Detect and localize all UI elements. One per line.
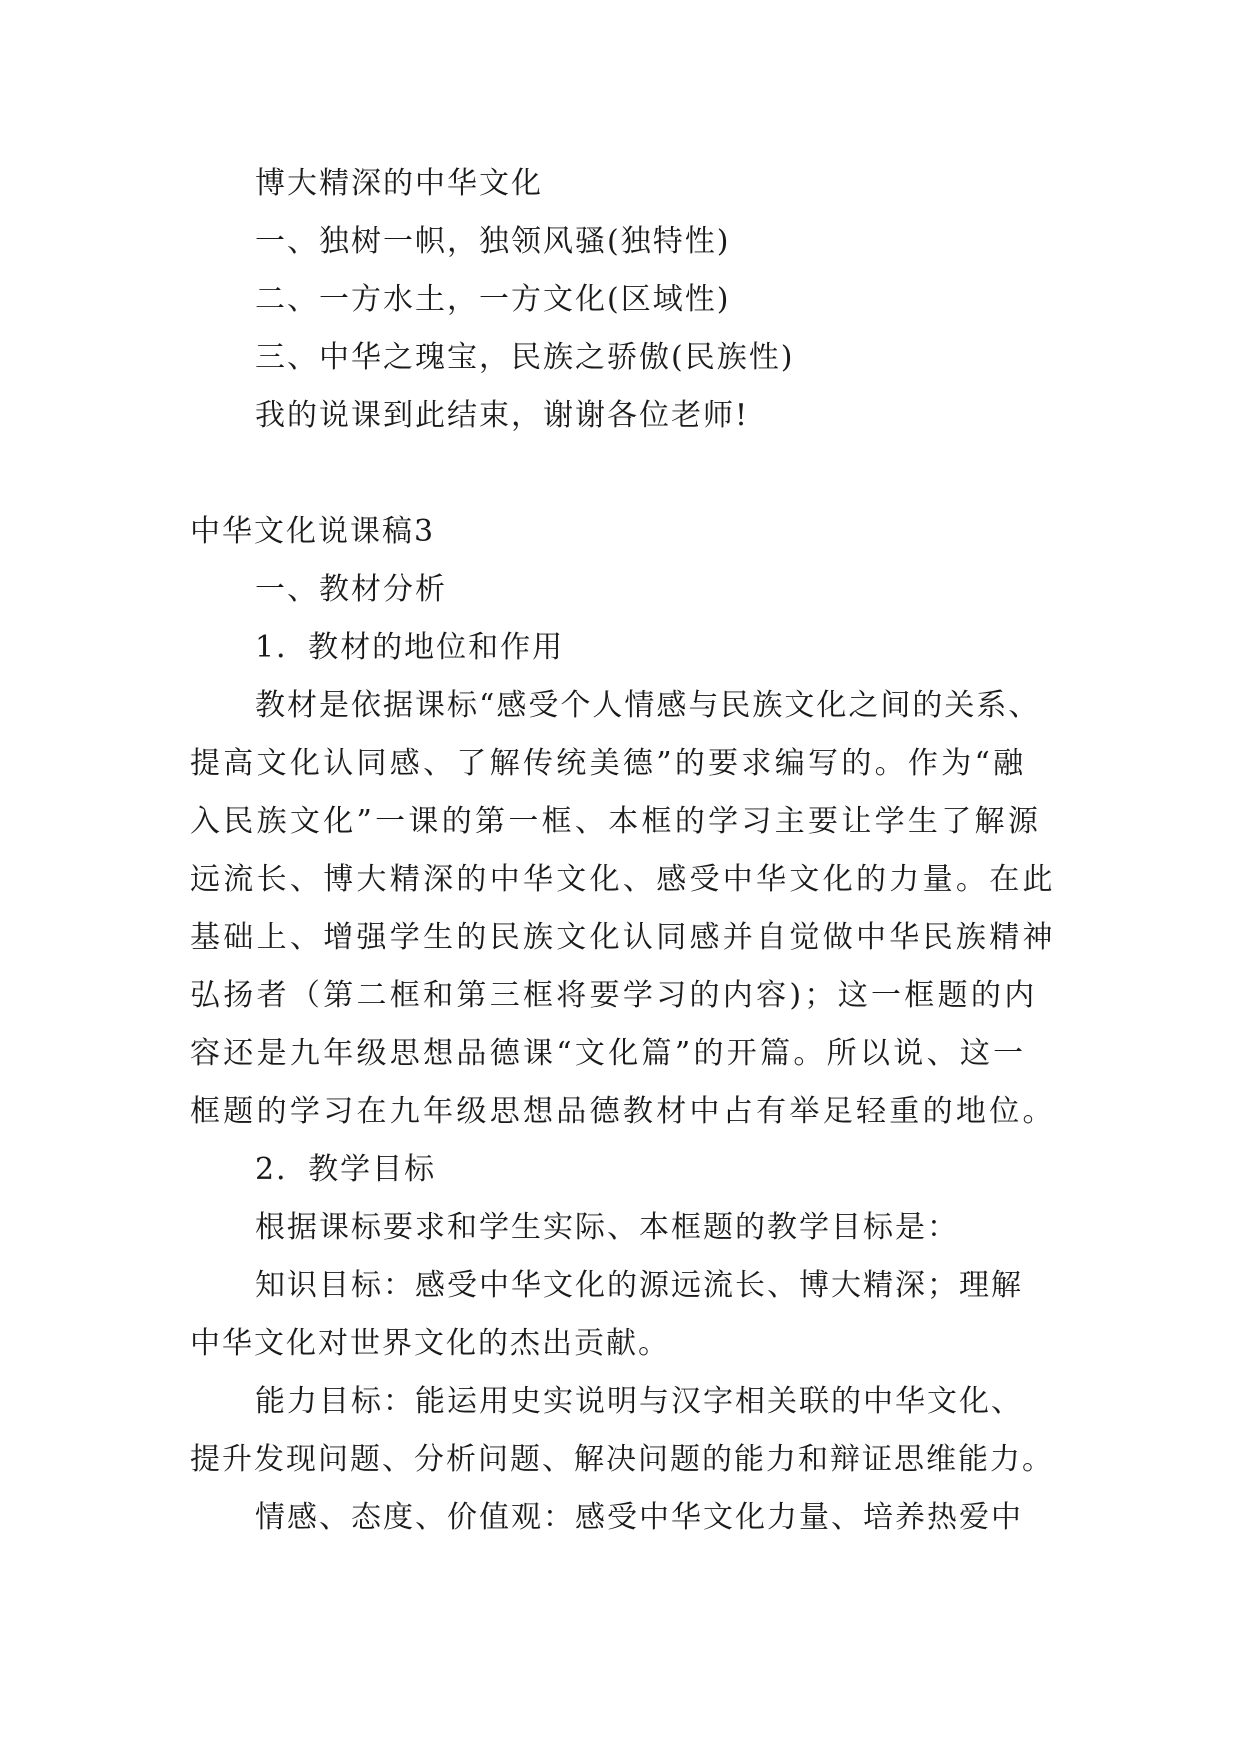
para1-line-3: 入民族文化”一课的第一框、本框的学习主要让学生了解源 [190, 804, 1042, 839]
closing-remark: 我的说课到此结束，谢谢各位老师! [255, 398, 750, 433]
section1-heading: 博大精深的中华文化 [255, 166, 543, 201]
part1-heading: 一、教材分析 [255, 572, 447, 607]
para1-line-5: 基础上、增强学生的民族文化认同感并自觉做中华民族精神 [190, 920, 1056, 955]
list-item-3: 三、中华之瑰宝，民族之骄傲(民族性) [255, 340, 795, 375]
para1-line-8: 框题的学习在九年级思想品德教材中占有举足轻重的地位。 [190, 1094, 1056, 1129]
sub1-heading: 1．教材的地位和作用 [255, 630, 565, 665]
list-item-2: 二、一方水土，一方文化(区域性) [255, 282, 731, 317]
para1-line-2: 提高文化认同感、了解传统美德”的要求编写的。作为“融 [190, 746, 1027, 781]
knowledge-goal-line-2: 中华文化对世界文化的杰出贡献。 [190, 1326, 670, 1361]
para1-line-1: 教材是依据课标“感受个人情感与民族文化之间的关系、 [255, 688, 1041, 723]
knowledge-goal-line-1: 知识目标：感受中华文化的源远流长、博大精深；理解 [255, 1268, 1023, 1303]
para1-line-6: 弘扬者（第二框和第三框将要学习的内容)；这一框题的内 [190, 978, 1038, 1013]
section2-title: 中华文化说课稿3 [190, 514, 436, 549]
para1-line-4: 远流长、博大精深的中华文化、感受中华文化的力量。在此 [190, 862, 1056, 897]
ability-goal-line-1: 能力目标：能运用史实说明与汉字相关联的中华文化、 [255, 1384, 1023, 1419]
emotion-goal-line-1: 情感、态度、价值观：感受中华文化力量、培养热爱中 [255, 1500, 1023, 1535]
para1-line-7: 容还是九年级思想品德课“文化篇”的开篇。所以说、这一 [190, 1036, 1027, 1071]
ability-goal-line-2: 提升发现问题、分析问题、解决问题的能力和辩证思维能力。 [190, 1442, 1054, 1477]
sub2-heading: 2．教学目标 [255, 1152, 437, 1187]
goals-intro: 根据课标要求和学生实际、本框题的教学目标是： [255, 1210, 959, 1245]
list-item-1: 一、独树一帜，独领风骚(独特性) [255, 224, 731, 259]
